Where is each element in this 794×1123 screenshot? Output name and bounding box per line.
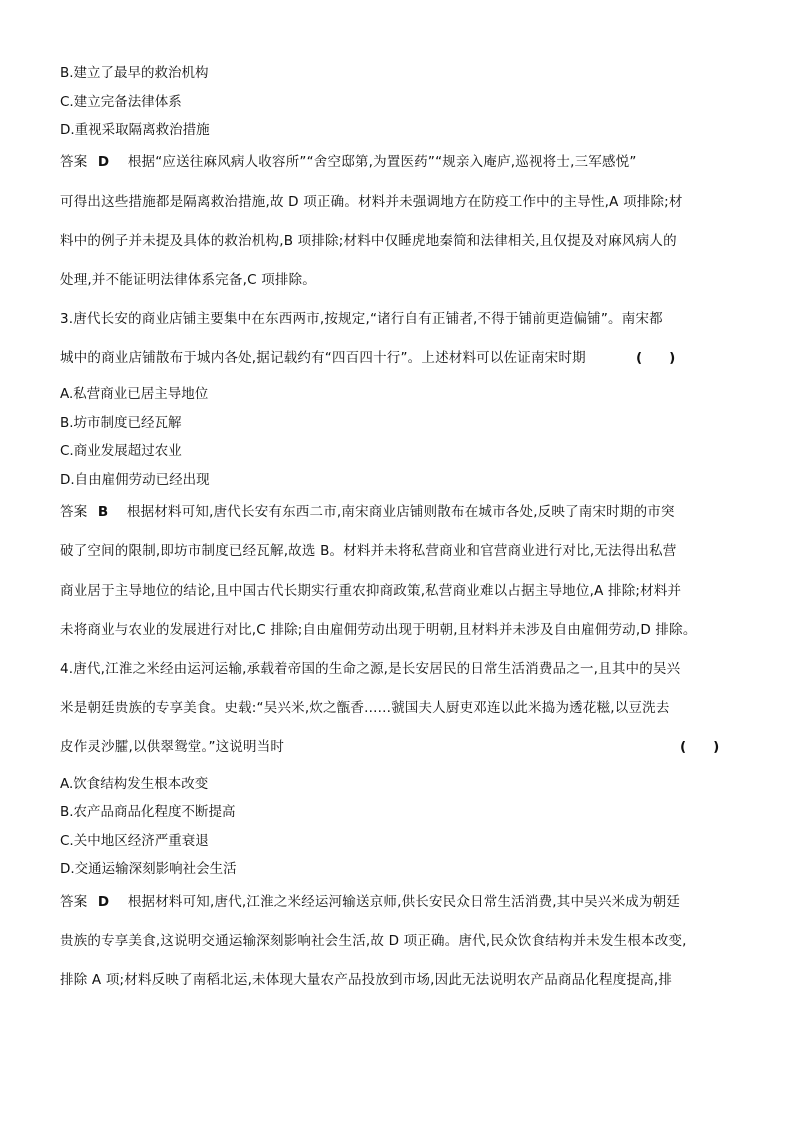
q3-answer-line-2: 破了空间的限制,即坊市制度已经瓦解,故选 B。材料并未将私营商业和官营商业进行对比,无法得出私营 [60, 543, 677, 559]
q2-answer-line-1 [60, 152, 637, 172]
q4-answer-line-3: 排除 A 项;材料反映了南稻北运,未体现大量农产品投放到市场,因此无法说明农产品商品化程度提高,排 [60, 972, 673, 988]
q2-option-b: B.建立了最早的救治机构 [60, 65, 209, 81]
q3-option-c: C.商业发展超过农业 [60, 443, 182, 459]
q3-stem-line-1: 3.唐代长安的商业店铺主要集中在东西两市,按规定,“诸行自有正铺者,不得于铺前更造偏铺”。南宋都 [60, 311, 663, 327]
q4-answer-line-2: 贵族的专享美食,这说明交通运输深刻影响社会生活,故 D 项正确。唐代,民众饮食结构并未发生根本改变, [60, 933, 687, 949]
answer-letter: B [97, 504, 109, 520]
q4-stem-line-2: 米是朝廷贵族的专享美食。史载:“吴兴米,炊之甑香......虢国夫人厨吏邓连以此米捣为透花糍,以豆洗去 [60, 700, 670, 716]
q3-answer-blank: ( ) [636, 350, 676, 366]
q3-option-b: B.坊市制度已经瓦解 [60, 415, 182, 431]
q2-option-c: C.建立完备法律体系 [60, 94, 182, 110]
q2-option-d: D.重视采取隔离救治措施 [60, 122, 210, 138]
q3-answer-line-1 [60, 502, 675, 522]
answer-letter: D [97, 154, 110, 170]
q4-stem-line-3: 皮作灵沙臛,以供翠鸳堂。”这说明当时 [60, 739, 285, 755]
q4-stem-line-1: 4.唐代,江淮之米经由运河运输,承载着帝国的生命之源,是长安居民的日常生活消费品之一,且其中的吴兴 [60, 661, 681, 677]
q4-option-c: C.关中地区经济严重衰退 [60, 833, 209, 849]
q4-option-a: A.饮食结构发生根本改变 [60, 776, 209, 792]
q4-option-d: D.交通运输深刻影响社会生活 [60, 861, 237, 877]
q3-answer-line-3: 商业居于主导地位的结论,且中国古代长期实行重农抑商政策,私营商业难以占据主导地位,A 排除;材料并 [60, 583, 682, 599]
q2-answer-line-2: 可得出这些措施都是隔离救治措施,故 D 项正确。材料并未强调地方在防疫工作中的主导性,A 项排除;材 [60, 194, 683, 210]
answer-text: 根据材料可知,唐代,江淮之米经运河输送京师,供长安民众日常生活消费,其中吴兴米成为朝廷 [127, 894, 681, 910]
q2-answer-line-3: 料中的例子并未提及具体的救治机构,B 项排除;材料中仅睡虎地秦简和法律相关,且仅提及对麻风病人的 [60, 233, 677, 249]
q3-answer-line-4: 未将商业与农业的发展进行对比,C 排除;自由雇佣劳动出现于明朝,且材料并未涉及自由雇佣劳动,D 排除。 [60, 622, 697, 638]
answer-label: 答案 [60, 154, 88, 170]
q2-answer-line-4: 处理,并不能证明法律体系完备,C 项排除。 [60, 272, 316, 288]
answer-label: 答案 [60, 894, 88, 910]
answer-label: 答案 [60, 504, 88, 520]
q3-stem-line-2: 城中的商业店铺散布于城内各处,据记载约有“四百四十行”。上述材料可以佐证南宋时期 [60, 350, 586, 366]
q4-answer-line-1 [60, 892, 680, 912]
q4-answer-blank: ( ) [680, 739, 720, 755]
q3-option-a: A.私营商业已居主导地位 [60, 386, 209, 402]
q4-option-b: B.农产品商品化程度不断提高 [60, 804, 236, 820]
q3-option-d: D.自由雇佣劳动已经出现 [60, 472, 210, 488]
answer-letter: D [97, 894, 110, 910]
answer-text: 根据材料可知,唐代长安有东西二市,南宋商业店铺则散布在城市各处,反映了南宋时期的市突 [126, 504, 675, 520]
answer-text: 根据“应送往麻风病人收容所”“舍空邸第,为置医药”“规亲入庵庐,巡视将士,三军感悦” [127, 154, 637, 170]
